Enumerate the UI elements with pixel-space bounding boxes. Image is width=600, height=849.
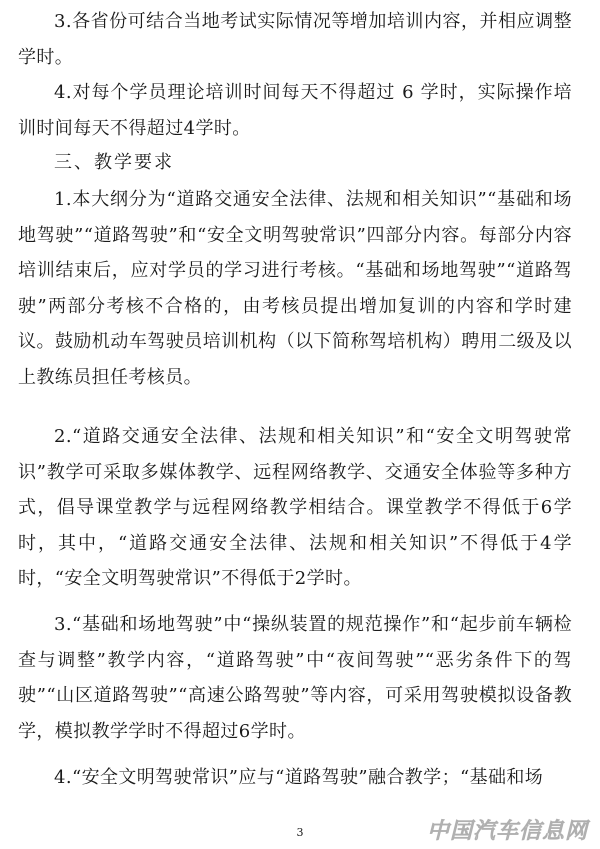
site-watermark-logo: 中国汽车信息网	[426, 819, 588, 844]
page-number: 3	[296, 826, 304, 839]
paragraph-integrated-teaching: 4.“安全文明驾驶常识”应与“道路驾驶”融合教学；“基础和场	[54, 767, 544, 788]
paragraph-syllabus-structure: 1.本大纲分为“道路交通安全法律、法规和相关知识”“基础和场地驾驶”“道路驾驶”和“安全文明驾驶常识”四部分内容。每部分内容培训结束后，应对学员的学习进行考核。“基础和场地驾驶”“道路驾驶”两部分考核不合格的，由考核员提出增加复训的内容和学时建议。鼓励机动车驾驶员培训机构（以下简称驾培机构）聘用二级及以上教练员担任考核员。	[18, 189, 572, 388]
section-heading-teaching-requirements: 三、教学要求	[54, 152, 174, 173]
paragraph-simulator-teaching: 3.“基础和场地驾驶”中“操纵装置的规范操作”和“起步前车辆检查与调整”教学内容，“道路驾驶”中“夜间驾驶”“恶劣条件下的驾驶”“山区道路驾驶”“高速公路驾驶”等内容，可采用驾驶模拟设备教学，模拟教学学时不得超过6学时。	[18, 614, 572, 742]
paragraph-daily-hour-limits: 4.对每个学员理论培训时间每天不得超过 6 学时，实际操作培训时间每天不得超过4学时。	[18, 82, 572, 139]
paragraph-training-content-adjustment: 3.各省份可结合当地考试实际情况等增加培训内容，并相应调整学时。	[18, 11, 572, 68]
paragraph-theory-teaching-methods: 2.“道路交通安全法律、法规和相关知识”和“安全文明驾驶常识”教学可采取多媒体教学、远程网络教学、交通安全体验等多种方式，倡导课堂教学与远程网络教学相结合。课堂教学不得低于6学时，其中，“道路交通安全法律、法规和相关知识”不得低于4学时，“安全文明驾驶常识”不得低于2学时。	[18, 426, 572, 590]
